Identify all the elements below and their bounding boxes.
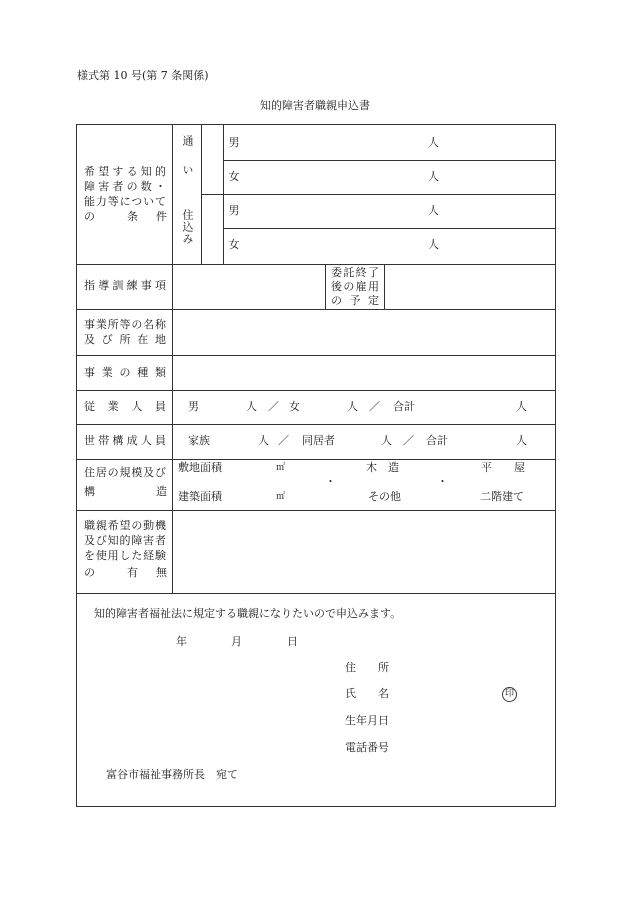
post-contract-label-line: 後の雇用 bbox=[331, 280, 379, 293]
name-label: 氏 名 bbox=[345, 687, 389, 700]
gender-female-label: 女 bbox=[228, 170, 240, 183]
row-divider bbox=[77, 355, 556, 356]
household-slash: ／ bbox=[403, 434, 414, 447]
business-name-label: 事業所等の名称 bbox=[84, 318, 166, 331]
employees-slash: ／ bbox=[369, 400, 380, 413]
conditions-label-line: 件 bbox=[156, 210, 167, 223]
row-divider bbox=[77, 390, 556, 391]
month-label: 月 bbox=[231, 635, 242, 648]
employees-label: 従業人員 bbox=[84, 400, 166, 413]
addressee: 富谷市福祉事務所長 宛て bbox=[106, 768, 238, 781]
employees-slash: ／ bbox=[268, 400, 279, 413]
other-label: その他 bbox=[368, 490, 401, 503]
row-divider bbox=[77, 424, 556, 425]
row-divider bbox=[77, 264, 556, 265]
business-type-label: 事業の種類 bbox=[84, 366, 166, 379]
wooden-label: 木 造 bbox=[366, 461, 399, 474]
year-label: 年 bbox=[176, 635, 187, 648]
motive-label-line: を使用した経験 bbox=[84, 549, 166, 562]
employees-male: 男 bbox=[188, 400, 199, 413]
conditions-label-line: 希望する知的 bbox=[84, 165, 166, 178]
gender-female-label: 女 bbox=[228, 238, 240, 251]
two-story-label: 二階建て bbox=[480, 490, 524, 503]
birthdate-label: 生年月日 bbox=[345, 714, 389, 727]
site-area-label: 敷地面積 bbox=[178, 461, 222, 474]
business-name-label: 及び所在地 bbox=[84, 333, 166, 346]
household-unit: 人 bbox=[381, 434, 392, 447]
person-unit: 人 bbox=[428, 238, 439, 251]
training-label: 指導訓練事項 bbox=[84, 279, 166, 292]
employees-total: 合計 bbox=[393, 400, 415, 413]
motive-label-line: 及び知的障害者 bbox=[84, 534, 166, 547]
seal-mark-icon: 印 bbox=[502, 687, 517, 702]
application-form bbox=[76, 124, 556, 807]
household-label: 世帯構成人員 bbox=[84, 434, 166, 447]
household-unit: 人 bbox=[258, 434, 269, 447]
household-slash: ／ bbox=[278, 434, 289, 447]
gender-male-label: 男 bbox=[228, 204, 240, 217]
motive-label-line: の bbox=[84, 566, 95, 579]
sqm-unit: ㎡ bbox=[276, 492, 286, 502]
commute-label: 通い bbox=[181, 135, 194, 193]
motive-label-line: 無 bbox=[156, 566, 167, 579]
housing-label: 構 bbox=[84, 485, 95, 498]
housing-label: 造 bbox=[156, 485, 167, 498]
person-unit: 人 bbox=[428, 204, 439, 217]
type-column-divider bbox=[201, 125, 202, 264]
employees-female: 女 bbox=[289, 400, 300, 413]
row-divider bbox=[77, 510, 556, 511]
sqm-unit: ㎡ bbox=[276, 463, 286, 473]
household-unit: 人 bbox=[516, 434, 527, 447]
household-total: 合計 bbox=[426, 434, 448, 447]
row-divider bbox=[77, 459, 556, 460]
conditions-label-line: 能力等について bbox=[84, 195, 166, 208]
day-label: 日 bbox=[287, 635, 298, 648]
household-cohabitant: 同居者 bbox=[302, 434, 335, 447]
form-title: 知的障害者職親申込書 bbox=[260, 99, 370, 112]
employees-unit: 人 bbox=[516, 400, 527, 413]
training-divider bbox=[384, 264, 385, 309]
gender-male-label: 男 bbox=[228, 136, 240, 149]
address-label: 住 所 bbox=[345, 661, 389, 674]
conditions-label-line: 条 bbox=[127, 210, 138, 223]
row-divider bbox=[77, 593, 556, 594]
building-area-label: 建築面積 bbox=[178, 490, 222, 503]
household-family: 家族 bbox=[188, 434, 210, 447]
employees-unit: 人 bbox=[347, 400, 358, 413]
employees-unit: 人 bbox=[246, 400, 257, 413]
post-contract-label-line: 委託終了 bbox=[331, 266, 379, 279]
row-divider bbox=[223, 228, 556, 229]
motive-label-line: 有 bbox=[127, 566, 138, 579]
bullet: ・ bbox=[437, 475, 448, 488]
conditions-label-line: の bbox=[84, 210, 95, 223]
single-story-label: 平 屋 bbox=[481, 461, 525, 474]
row-divider bbox=[201, 194, 556, 195]
phone-label: 電話番号 bbox=[345, 741, 389, 754]
live-in-label: 住込み bbox=[181, 209, 194, 245]
person-unit: 人 bbox=[428, 170, 439, 183]
training-divider bbox=[325, 264, 326, 309]
row-divider bbox=[77, 309, 556, 310]
label-column-divider bbox=[172, 125, 173, 593]
post-contract-label-line: の予定 bbox=[331, 294, 379, 307]
motive-label-line: 職親希望の動機 bbox=[84, 519, 166, 532]
bullet: ・ bbox=[325, 475, 336, 488]
conditions-label-line: 障害者の数・ bbox=[84, 180, 166, 193]
person-unit: 人 bbox=[428, 136, 439, 149]
form-number: 様式第 10 号(第 7 条関係) bbox=[77, 69, 209, 82]
declaration-text: 知的障害者福祉法に規定する職親になりたいので申込みます。 bbox=[94, 607, 402, 620]
housing-label: 住居の規模及び bbox=[84, 466, 166, 479]
row-divider bbox=[223, 160, 556, 161]
